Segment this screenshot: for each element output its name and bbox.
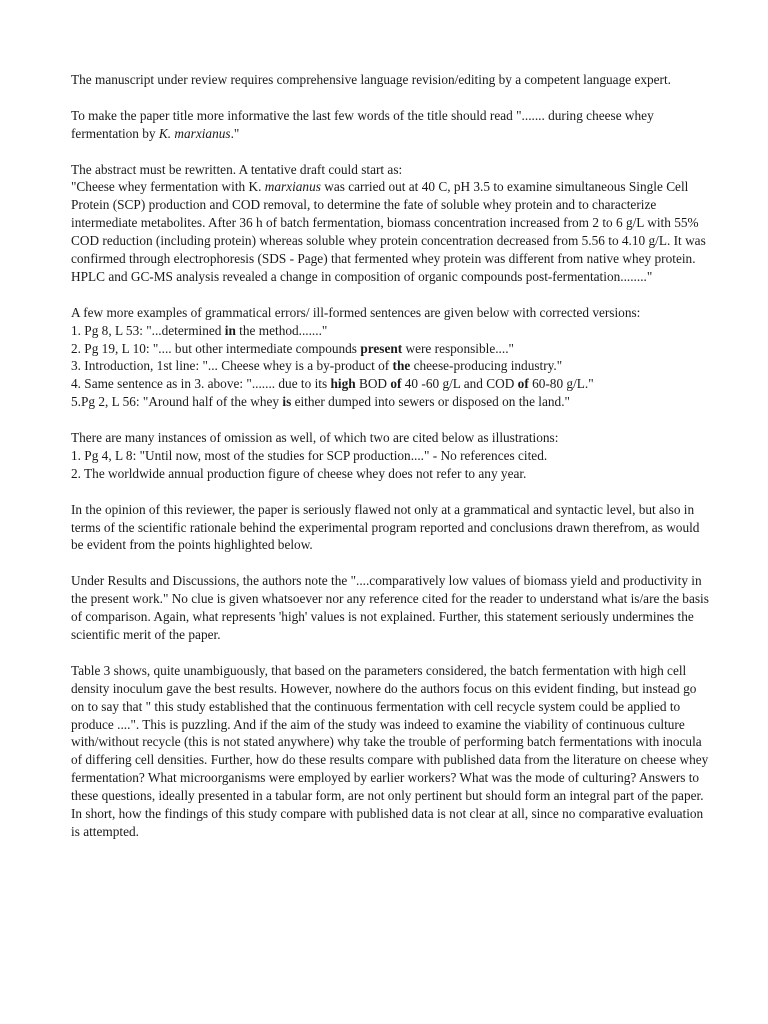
paragraph-language-revision: The manuscript under review requires comprehensive language revision/editing by a competent language expert.: [71, 72, 671, 87]
paragraph-results-discussion: Under Results and Discussions, the authors note the "....comparatively low values of biomass yield and productivity in the present work." No clue is given whatsoever nor any reference cited for the reader to understand what is/are the basis of comparison. Again, what represents 'high' values is not explained. Further, this statement seriously undermines the scientific merit of the paper.: [71, 573, 709, 642]
text-segment: 4. Same sentence as in 3. above: "....... due to its: [71, 376, 331, 392]
text-segment: the method.......": [235, 322, 328, 338]
omissions-intro: There are many instances of omission as well, of which two are cited below as illustrations:: [71, 430, 559, 446]
text-segment: were responsible....": [402, 340, 514, 356]
text-segment: BOD: [355, 376, 391, 392]
paragraph-table3: Table 3 shows, quite unambiguously, that based on the parameters considered, the batch fermentation with high cell density inoculum gave the best results. However, nowhere do the authors focus on this evident finding, but instead go on to say that " this study established that the continuous fermentation with cell recycle system could be applied to produce ....". This is puzzling. And if the aim of the study was indeed to examine the viability of continuous culture with/without recycle (this is not stated anywhere) why take the trouble of performing batch fermentations with inocula of differing cell densities. Further, how do these results compare with published data from the literature on cheese whey fermentation? What microorganisms were employed by earlier workers? What was the mode of culturing? Answers to these questions, ideally presented in a tabular form, are not only pertinent but should form an integral part of the paper. In short, how the findings of this study compare with published data is not clear at all, since no comparative evaluation is attempted.: [71, 662, 709, 839]
paragraph-omissions: [71, 429, 711, 483]
bold-correction: the: [392, 358, 411, 374]
text-segment: 5.Pg 2, L 56: "Around half of the whey: [71, 394, 283, 410]
text-segment: was carried out at 40 C, pH 3.5 to examine simultaneous Single Cell Protein (SCP) production and COD removal, to determine the fate of soluble whey protein and to characterize intermediate metabolites. After 36 h of batch fermentation, biomass concentration increased from 2 to 6 g/L with 55% COD reduction (including protein) whereas soluble whey protein concentration decreased from 5.56 to 4.10 g/L. It was confirmed through electrophoresis (SDS - Page) that fermented whey protein was different from native whey protein. HPLC and GC-MS analysis revealed a change in composition of organic compounds post-fermentation........": [71, 179, 706, 284]
abstract-intro: The abstract must be rewritten. A tentative draft could start as:: [71, 161, 403, 177]
paragraph-reviewer-opinion: In the opinion of this reviewer, the paper is seriously flawed not only at a grammatical and syntactic level, but also in terms of the scientific rationale behind the experimental program reported and conclusions drawn therefrom, as would be evident from the points highlighted below.: [71, 501, 700, 553]
text-segment: 3. Introduction, 1st line: "... Cheese whey is a by-product of: [71, 358, 393, 374]
text-segment: "Cheese whey fermentation with K.: [71, 179, 265, 195]
list-item: [71, 393, 711, 411]
paragraph-grammar-examples: [71, 304, 711, 411]
bold-correction: high: [330, 376, 356, 392]
bold-correction: in: [224, 322, 236, 338]
bold-correction: of: [390, 376, 402, 392]
italic-species-name: K. marxianus: [158, 125, 231, 141]
list-item: [71, 340, 711, 358]
bold-correction: is: [282, 394, 292, 410]
list-item: 2. The worldwide annual production figure of cheese whey does not refer to any year.: [71, 465, 527, 481]
list-item: [71, 357, 711, 375]
text-segment: cheese-producing industry.": [410, 358, 563, 374]
paragraph-abstract: [71, 161, 711, 286]
text-segment: To make the paper title more informative the last few words of the title should read "....... during cheese whey fermentation by: [71, 107, 654, 141]
text-segment: 40 -60 g/L and COD: [401, 376, 518, 392]
text-segment: either dumped into sewers or disposed on the land.": [291, 394, 570, 410]
bold-correction: of: [517, 376, 529, 392]
list-item: 1. Pg 4, L 8: "Until now, most of the studies for SCP production...." - No references cited.: [71, 447, 548, 463]
bold-correction: present: [360, 340, 403, 356]
list-item: [71, 375, 711, 393]
italic-species-name: marxianus: [264, 179, 321, 195]
text-segment: 60-80 g/L.": [528, 376, 594, 392]
review-document: [71, 71, 711, 859]
text-segment: 2. Pg 19, L 10: ".... but other intermediate compounds: [71, 340, 361, 356]
text-segment: 1. Pg 8, L 53: "...determined: [71, 322, 225, 338]
grammar-intro: A few more examples of grammatical errors/ ill-formed sentences are given below with corrected versions:: [71, 304, 641, 320]
list-item: [71, 322, 711, 340]
text-segment: .": [230, 125, 240, 141]
paragraph-title-suggestion: [71, 107, 711, 143]
